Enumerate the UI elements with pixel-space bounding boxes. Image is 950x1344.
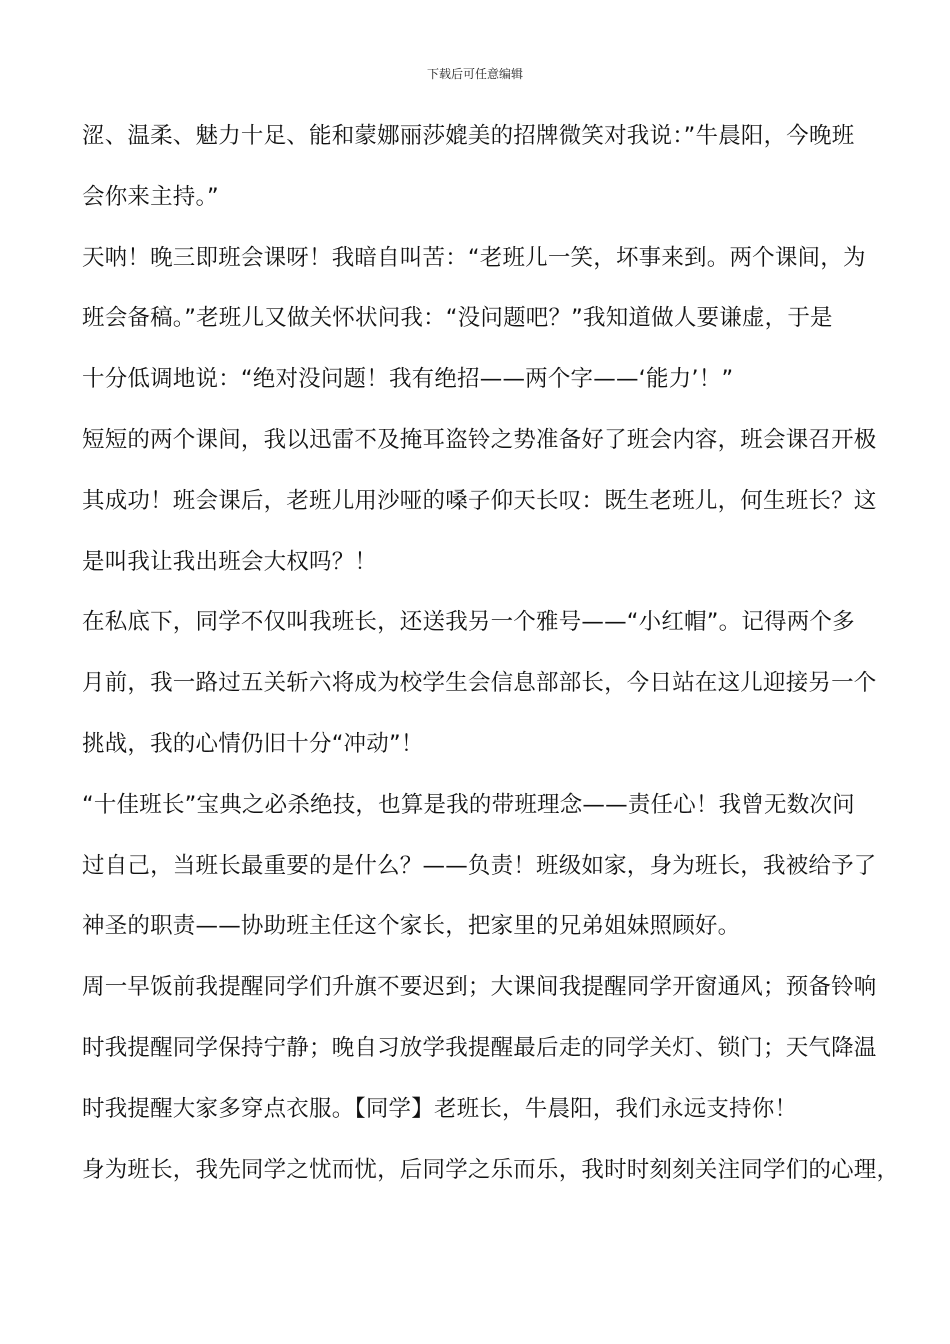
text-line: 时我提醒大家多穿点衣服。【同学】老班长，牛晨阳，我们永远支持你！	[82, 1095, 798, 1122]
text-line: 月前，我一路过五关斩六将成为校学生会信息部部长，今日站在这儿迎接另一个	[82, 670, 877, 697]
text-line: 班会备稿。”老班儿又做关怀状问我：“没问题吧？”我知道做人要谦虚，于是	[82, 305, 833, 332]
text-line: 天呐！晚三即班会课呀！我暗自叫苦：“老班儿一笑，坏事来到。两个课间，为	[82, 244, 866, 271]
text-line: “十佳班长”宝典之必杀绝技，也算是我的带班理念——责任心！我曾无数次问	[82, 791, 855, 818]
page-header: 下载后可任意编辑	[426, 67, 523, 81]
text-line: 短短的两个课间，我以迅雷不及掩耳盗铃之势准备好了班会内容，班会课召开极	[82, 426, 877, 453]
text-line: 时我提醒同学保持宁静；晚自习放学我提醒最后走的同学关灯、锁门；天气降温	[82, 1034, 877, 1061]
text-line: 身为班长，我先同学之忧而忧，后同学之乐而乐，我时时刻刻关注同学们的心理，	[82, 1156, 900, 1183]
text-line: 过自己，当班长最重要的是什么？——负责！班级如家，身为班长，我被给予了	[82, 852, 877, 879]
text-line: 十分低调地说：“绝对没问题！我有绝招——两个字——‘能力’！”	[82, 366, 734, 393]
text-line: 在私底下，同学不仅叫我班长，还送我另一个雅号——“小红帽”。记得两个多	[82, 609, 855, 636]
text-line: 是叫我让我出班会大权吗？！	[82, 548, 378, 575]
text-line: 挑战，我的心情仍旧十分“冲动”！	[82, 730, 424, 757]
text-line: 会你来主持。”	[82, 183, 219, 210]
text-line: 其成功！班会课后，老班儿用沙哑的嗓子仰天长叹：既生老班儿，何生班长？这	[82, 487, 877, 514]
text-line: 神圣的职责——协助班主任这个家长，把家里的兄弟姐妹照顾好。	[82, 913, 741, 940]
document-body	[82, 112, 900, 1206]
text-line: 周一早饭前我提醒同学们升旗不要迟到；大课间我提醒同学开窗通风；预备铃响	[82, 974, 877, 1001]
text-line: 涩、温柔、魅力十足、能和蒙娜丽莎媲美的招牌微笑对我说：”牛晨阳，今晚班	[82, 123, 855, 149]
